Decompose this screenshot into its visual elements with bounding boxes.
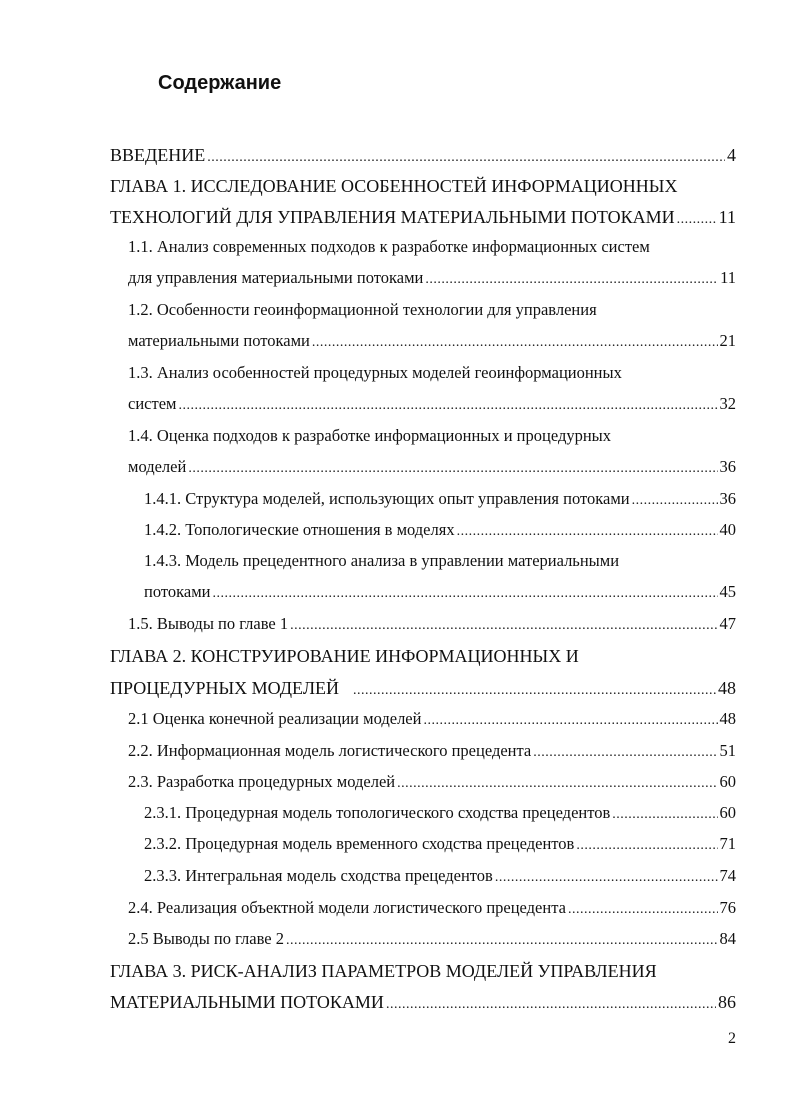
- toc-page-number: 40: [719, 520, 736, 539]
- toc-entry-text: 2.3.3. Интегральная модель сходства прецедентов: [144, 866, 493, 885]
- toc-page-number: 60: [719, 803, 736, 822]
- toc-entry-text: 2.3.2. Процедурная модель временного сходства прецедентов: [144, 834, 575, 853]
- toc-entry-text: ВВЕДЕНИЕ: [110, 145, 206, 165]
- leader-dots: [632, 486, 718, 516]
- toc-entry-chapter-3-line1[interactable]: ГЛАВА 3. РИСК-АНАЛИЗ ПАРАМЕТРОВ МОДЕЛЕЙ УПРАВЛЕНИЯ: [110, 961, 657, 981]
- toc-page-number: 45: [719, 582, 736, 601]
- toc-entry-1-3-line1[interactable]: 1.3. Анализ особенностей процедурных моделей геоинформационных: [128, 363, 622, 382]
- toc-entry-text: 2.5 Выводы по главе 2: [128, 929, 284, 948]
- leader-dots: [286, 926, 718, 956]
- leader-dots: [312, 328, 718, 358]
- toc-entry-2-3-3[interactable]: [144, 861, 736, 891]
- toc-page-number: 4: [727, 145, 736, 165]
- toc-page-number: 21: [719, 331, 736, 350]
- toc-page-number: 11: [720, 268, 736, 287]
- leader-dots: [457, 517, 718, 547]
- toc-entry-text: МАТЕРИАЛЬНЫМИ ПОТОКАМИ: [110, 992, 384, 1012]
- leader-dots: [533, 738, 717, 768]
- toc-entry-text: потоками: [144, 582, 211, 601]
- toc-entry-2-4[interactable]: [128, 893, 736, 923]
- toc-entry-text: 2.3.1. Процедурная модель топологического сходства прецедентов: [144, 803, 611, 822]
- leader-dots: [576, 831, 717, 861]
- toc-entry-chapter-1-line1[interactable]: ГЛАВА 1. ИССЛЕДОВАНИЕ ОСОБЕННОСТЕЙ ИНФОРМАЦИОННЫХ: [110, 176, 678, 196]
- toc-page-number: 36: [719, 457, 736, 476]
- toc-entry-chapter-1[interactable]: [110, 202, 736, 232]
- leader-dots: [397, 769, 717, 799]
- leader-dots: [188, 454, 717, 484]
- toc-page-number: 74: [719, 866, 736, 885]
- toc-page-number: 47: [719, 614, 736, 633]
- leader-dots: [386, 990, 716, 1020]
- toc-entry-2-5[interactable]: [128, 924, 736, 954]
- toc-entry-1-4-1[interactable]: [144, 484, 736, 514]
- toc-entry-text: 1.4.1. Структура моделей, использующих опыт управления потоками: [144, 489, 630, 508]
- toc-page-number: 86: [718, 992, 736, 1012]
- toc-page-number: 48: [718, 678, 736, 698]
- toc-entry-2-3-2[interactable]: [144, 829, 736, 859]
- toc-page-number: 60: [719, 772, 736, 791]
- toc-entry-text: моделей: [128, 457, 187, 476]
- toc-page-number: 71: [719, 834, 736, 853]
- toc-entry-text: 2.3. Разработка процедурных моделей: [128, 772, 396, 791]
- toc-entry-2-1[interactable]: [128, 704, 736, 734]
- leader-dots: [290, 611, 717, 641]
- page-number: 2: [728, 1030, 736, 1047]
- toc-entry-text: систем: [128, 394, 177, 413]
- toc-entry-1-4-3-line1[interactable]: 1.4.3. Модель прецедентного анализа в управлении материальными: [144, 551, 620, 570]
- toc-entry-chapter-2-line1[interactable]: ГЛАВА 2. КОНСТРУИРОВАНИЕ ИНФОРМАЦИОННЫХ И: [110, 646, 579, 666]
- toc-entry-1-4-2[interactable]: [144, 515, 736, 545]
- toc-entry-text: ТЕХНОЛОГИЙ ДЛЯ УПРАВЛЕНИЯ МАТЕРИАЛЬНЫМИ ПОТОКАМИ: [110, 207, 675, 227]
- toc-entry-chapter-3[interactable]: [110, 987, 736, 1017]
- toc-entry-1-2-line1[interactable]: 1.2. Особенности геоинформационной технологии для управления: [128, 300, 597, 319]
- leader-dots: [353, 676, 716, 706]
- leader-dots: [612, 800, 717, 830]
- toc-entry-chapter-2[interactable]: [110, 673, 736, 703]
- page-title: Содержание: [158, 72, 282, 94]
- toc-page-number: 32: [719, 394, 736, 413]
- toc-entry-text: материальными потоками: [128, 331, 310, 350]
- toc-entry-text: 2.1 Оценка конечной реализации моделей: [128, 709, 422, 728]
- leader-dots: [677, 205, 717, 235]
- toc-entry-1-4[interactable]: [128, 452, 736, 482]
- leader-dots: [425, 265, 718, 295]
- toc-page-number: 11: [718, 207, 736, 227]
- leader-dots: [568, 895, 718, 925]
- toc-entry-1-4-line1[interactable]: 1.4. Оценка подходов к разработке информационных и процедурных: [128, 426, 612, 445]
- toc-entry-introduction[interactable]: [110, 140, 736, 170]
- toc-entry-1-5[interactable]: [128, 609, 736, 639]
- toc-page-number: 84: [719, 929, 736, 948]
- toc-entry-text: 2.2. Информационная модель логистического прецедента: [128, 741, 532, 760]
- toc-entry-2-2[interactable]: [128, 736, 736, 766]
- toc-entry-1-4-3[interactable]: [144, 577, 736, 607]
- toc-entry-text: 1.5. Выводы по главе 1: [128, 614, 289, 633]
- toc-entry-text: для управления материальными потоками: [128, 268, 424, 287]
- toc-page-number: 48: [719, 709, 736, 728]
- toc-entry-2-3-1[interactable]: [144, 798, 736, 828]
- leader-dots: [495, 863, 718, 893]
- leader-dots: [207, 143, 725, 173]
- toc-page-number: 51: [719, 741, 736, 760]
- toc-entry-1-2[interactable]: [128, 326, 736, 356]
- leader-dots: [423, 706, 717, 736]
- toc-entry-1-1[interactable]: [128, 263, 736, 293]
- toc-entry-2-3[interactable]: [128, 767, 736, 797]
- toc-entry-text: 2.4. Реализация объектной модели логистического прецедента: [128, 898, 566, 917]
- leader-dots: [178, 391, 717, 421]
- toc-page-number: 36: [719, 489, 736, 508]
- toc-entry-1-3[interactable]: [128, 389, 736, 419]
- toc-entry-text: 1.4.2. Топологические отношения в моделях: [144, 520, 455, 539]
- leader-dots: [212, 579, 717, 609]
- toc-entry-text: ПРОЦЕДУРНЫХ МОДЕЛЕЙ: [110, 678, 340, 698]
- toc-page-number: 76: [719, 898, 736, 917]
- toc-entry-1-1-line1[interactable]: 1.1. Анализ современных подходов к разработке информационных систем: [128, 237, 650, 256]
